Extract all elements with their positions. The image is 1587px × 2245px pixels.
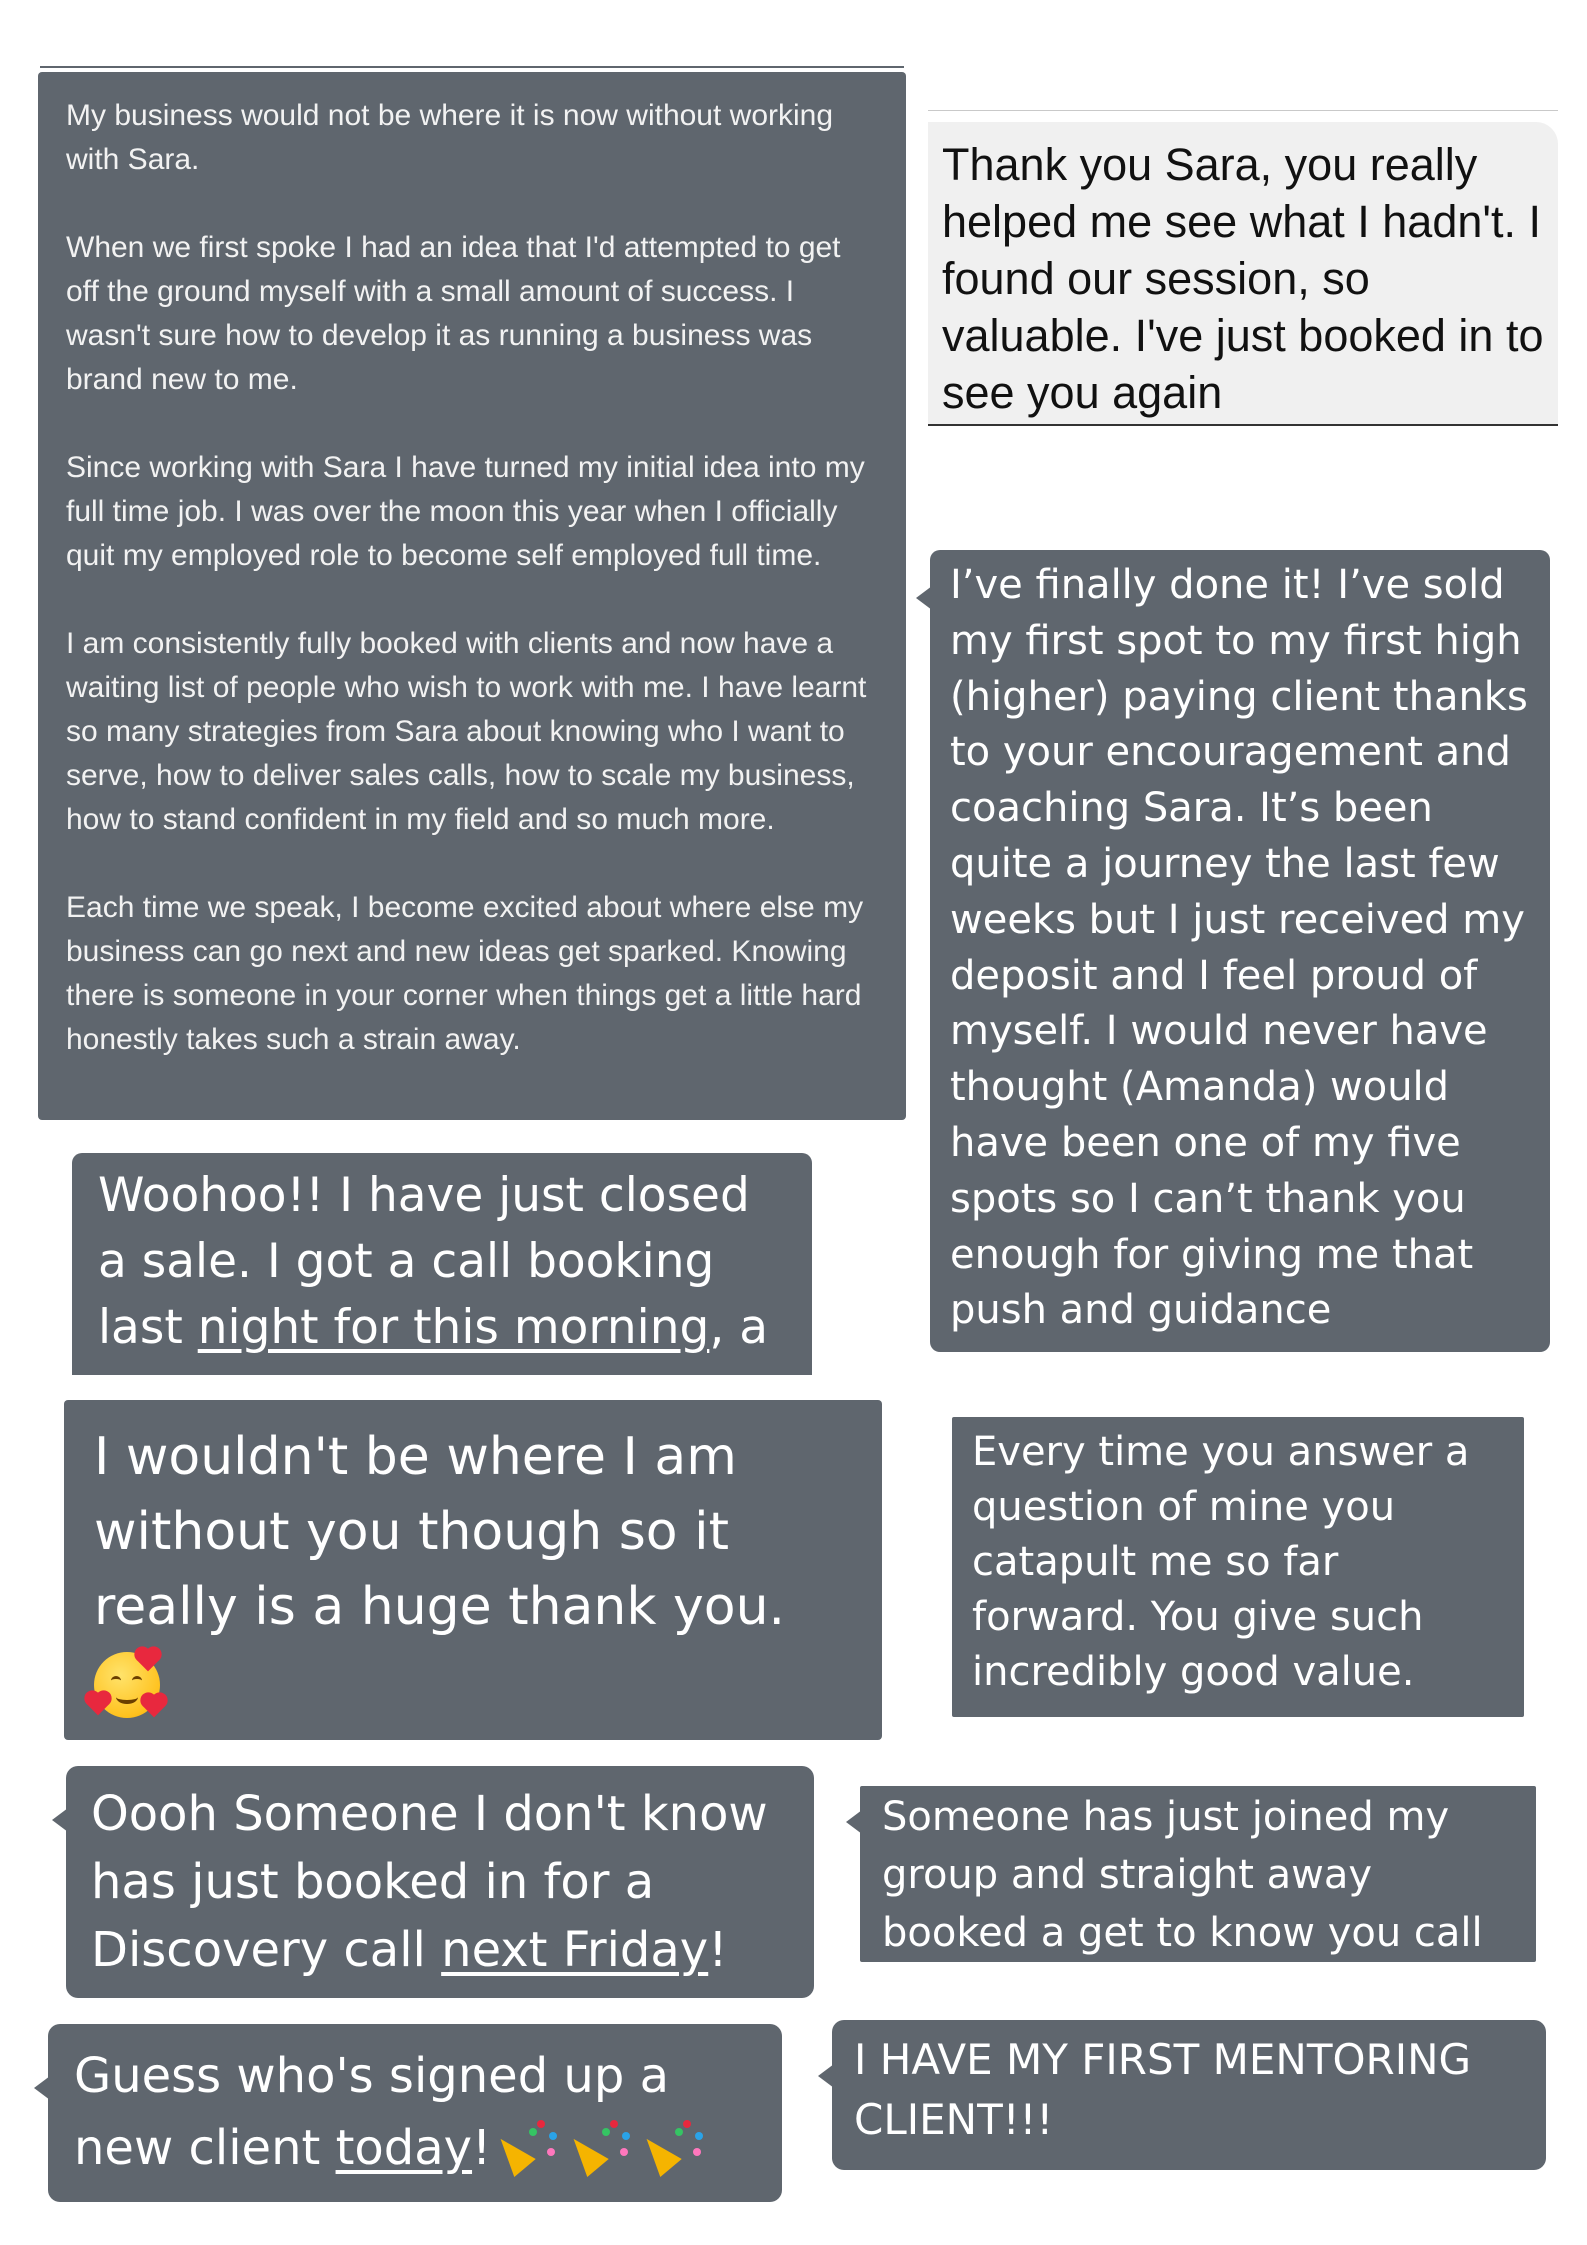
mentoring-client-message-bubble (832, 2020, 1546, 2170)
testimonial-paragraph-3: Since working with Sara I have turned my initial idea into my full time job. I was over the moon this year when I officially quit my employed role to become self employed full time. (66, 451, 865, 572)
testimonial-paragraph-1: My business would not be where it is now without working with Sara. (66, 99, 834, 176)
every-time-message-bubble (952, 1417, 1524, 1717)
testimonial-paragraph-5: Each time we speak, I become excited about where else my business can go next and new ideas get sparked. Knowing there is someone in your corner when things get a little hard honestly takes such a strain away. (66, 891, 864, 1056)
woohoo-message-bubble (72, 1153, 812, 1375)
top-divider-right (928, 110, 1558, 111)
woohoo-text-start: Woohoo!! I have just closed a sale. I got a call booking last (98, 1168, 750, 1355)
thank-you-message-bubble (928, 122, 1558, 424)
discovery-call-text-end: ! (708, 1922, 728, 1978)
party-popper-icon (580, 2118, 632, 2170)
testimonial-bubble (38, 72, 906, 1120)
joined-group-message-text: Someone has just joined my group and straight away booked a get to know you call (882, 1794, 1483, 1956)
signed-up-text-start: Guess who's signed up a new client (74, 2048, 669, 2176)
top-divider-left (40, 66, 904, 68)
testimonial-paragraph-2: When we first spoke I had an idea that I'd attempted to get off the ground myself with a small amount of success. I wasn't sure how to develop it as running a business was brand new to me. (66, 231, 841, 396)
finally-done-message-text: I’ve finally done it! I’ve sold my first spot to my first high (higher) paying client thanks to your encouragement and coaching Sara. It’s been quite a journey the last few weeks but I just received my deposit and I feel proud of myself. I would never have thought (Amanda) would have been one of my five spots so I can’t thank you enough for giving me that push and guidance (950, 562, 1528, 1334)
huge-thank-you-message-text: I wouldn't be where I am without you though so it really is a huge thank you. (94, 1427, 786, 1637)
party-popper-icon (653, 2118, 705, 2170)
discovery-call-message-bubble (66, 1766, 814, 1998)
discovery-call-text-underlined: next Friday (441, 1922, 709, 1978)
testimonial-paragraph-4: I am consistently fully booked with clients and now have a waiting list of people who wish to work with me. I have learnt so many strategies from Sara about knowing who I want to serve, how to deliver sales calls, how to scale my business, how to stand confident in my field and so much more. (66, 627, 867, 836)
signed-up-text-end: ! (472, 2120, 507, 2176)
finally-done-message-bubble (930, 550, 1550, 1352)
woohoo-text-underlined: night for this morning (197, 1300, 710, 1355)
signed-up-text-underlined: today (335, 2120, 473, 2176)
thank-you-message-text: Thank you Sara, you really helped me see what I hadn't. I found our session, so valuable. I've just booked in to see you again (942, 139, 1544, 418)
huge-thank-you-message-bubble (64, 1400, 882, 1740)
woohoo-text-end: , a (709, 1300, 769, 1355)
smiling-face-hearts-icon (94, 1652, 160, 1718)
signed-up-message-bubble (48, 2024, 782, 2202)
thank-you-underline (928, 424, 1558, 426)
mentoring-client-message-text: I HAVE MY FIRST MENTORING CLIENT!!! (854, 2035, 1472, 2144)
joined-group-message-bubble (860, 1786, 1536, 1962)
party-popper-icon (507, 2118, 559, 2170)
discovery-call-text-start: Oooh Someone I don't know has just booked in for a Discovery call (91, 1786, 768, 1978)
every-time-message-text: Every time you answer a question of mine you catapult me so far forward. You give such incredibly good value. (972, 1429, 1470, 1695)
